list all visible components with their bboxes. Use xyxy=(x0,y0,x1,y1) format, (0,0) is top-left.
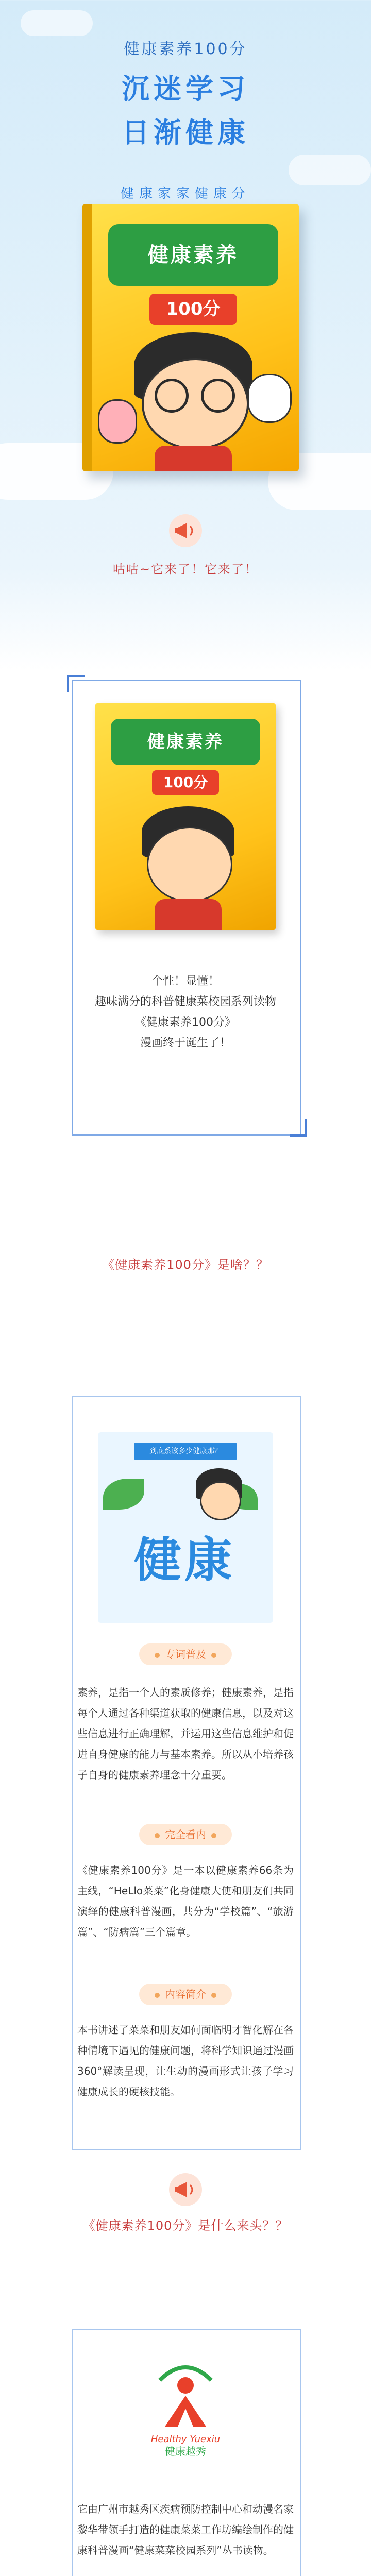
character-face xyxy=(147,827,232,902)
svg-text:Healthy Yuexiu: Healthy Yuexiu xyxy=(150,2434,221,2445)
intro-card-line-1: 个性！显懂！ xyxy=(151,975,220,988)
leaf-decoration xyxy=(103,1479,144,1510)
health-banner-image xyxy=(98,1432,273,1623)
book-cover-score: 100分 xyxy=(149,294,237,325)
side-character xyxy=(247,374,292,423)
megaphone-icon xyxy=(167,513,204,549)
pill-full-content: 完全看内 xyxy=(139,1824,232,1845)
hero-subtitle: 健康家家健康分 xyxy=(120,186,250,201)
book-small-score: 100分 xyxy=(152,770,219,795)
book-cover-small-image xyxy=(95,703,276,930)
pill-content-intro: 内容简介 xyxy=(139,1984,232,2005)
paragraph-literacy: 素养，是指一个人的素质修养；健康素养，是指每个人通过各种渠道获取的健康信息，以及对这些信息进行正确理解，并运用这些信息维护和促进自身健康的能力与基本素养。所以从小培养孩子自身的健康素养理念十分重要。 xyxy=(77,1686,294,1781)
hero-line-2: 日渐健康 xyxy=(122,116,249,149)
intro-card-line-4: 漫画终于诞生了！ xyxy=(140,1037,231,1049)
hero-line-1: 沉迷学习 xyxy=(122,73,249,105)
health-word-art: 健康 xyxy=(134,1533,235,1588)
health-banner-label: 到底系该多少健康那？ xyxy=(134,1443,237,1460)
book-cover-title: 健康素养 xyxy=(108,224,278,286)
frame-corner xyxy=(67,675,85,692)
book-small-title: 健康素养 xyxy=(111,719,260,765)
question-origin: 《健康素养100分》是什么来头？？ xyxy=(82,2218,289,2233)
pill-expert-intro: 专词普及 xyxy=(139,1643,232,1665)
intro-exclaim: 咕咕~它来了！它来了！ xyxy=(112,562,259,577)
cloud-decoration xyxy=(21,10,93,36)
book-cover-image xyxy=(82,204,299,471)
svg-text:健康越秀: 健康越秀 xyxy=(165,2445,206,2458)
megaphone-icon xyxy=(167,2172,204,2208)
intro-card-line-2: 趣味满分的科普健康菜校园系列读物 xyxy=(94,995,276,1008)
character-glasses-left xyxy=(155,379,189,413)
character-body xyxy=(155,899,222,930)
hero-title xyxy=(0,67,371,150)
book-spine xyxy=(82,204,92,471)
frame-corner xyxy=(290,1119,307,1137)
character-glasses-right xyxy=(201,379,235,413)
cloud-decoration xyxy=(289,155,371,185)
intro-card-line-3: 《健康素养100分》 xyxy=(135,1016,236,1029)
character-body xyxy=(155,446,232,471)
paragraph-org-1: 它由广州市越秀区疾病预防控制中心和动漫名家黎华带领手打造的健康菜菜工作坊编绘制作的健康科普漫画“健康菜菜校园系列”丛书读物。 xyxy=(77,2503,294,2556)
side-character xyxy=(98,399,137,444)
page-top-title: 健康素养100分 xyxy=(124,40,247,58)
question-what-is: 《健康素养100分》是啥？？ xyxy=(102,1258,269,1272)
paragraph-story: 本书讲述了菜菜和朋友如何面临明才智化解在各种情境下遇见的健康问题，将科学知识通过漫画360°解读呈现，让生动的漫画形式让孩子学习健康成长的硬核技能。 xyxy=(77,2024,294,2098)
character-face xyxy=(200,1481,241,1520)
healthy-yuexiu-logo xyxy=(129,2349,242,2463)
paragraph-book-intro: 《健康素养100分》是一本以健康素养66条为主线，“HeLlo菜菜”化身健康大使和朋友们共同演绎的健康科普漫画，共分为“学校篇”、“旅游篇”、“防病篇”三个篇章。 xyxy=(77,1864,294,1938)
